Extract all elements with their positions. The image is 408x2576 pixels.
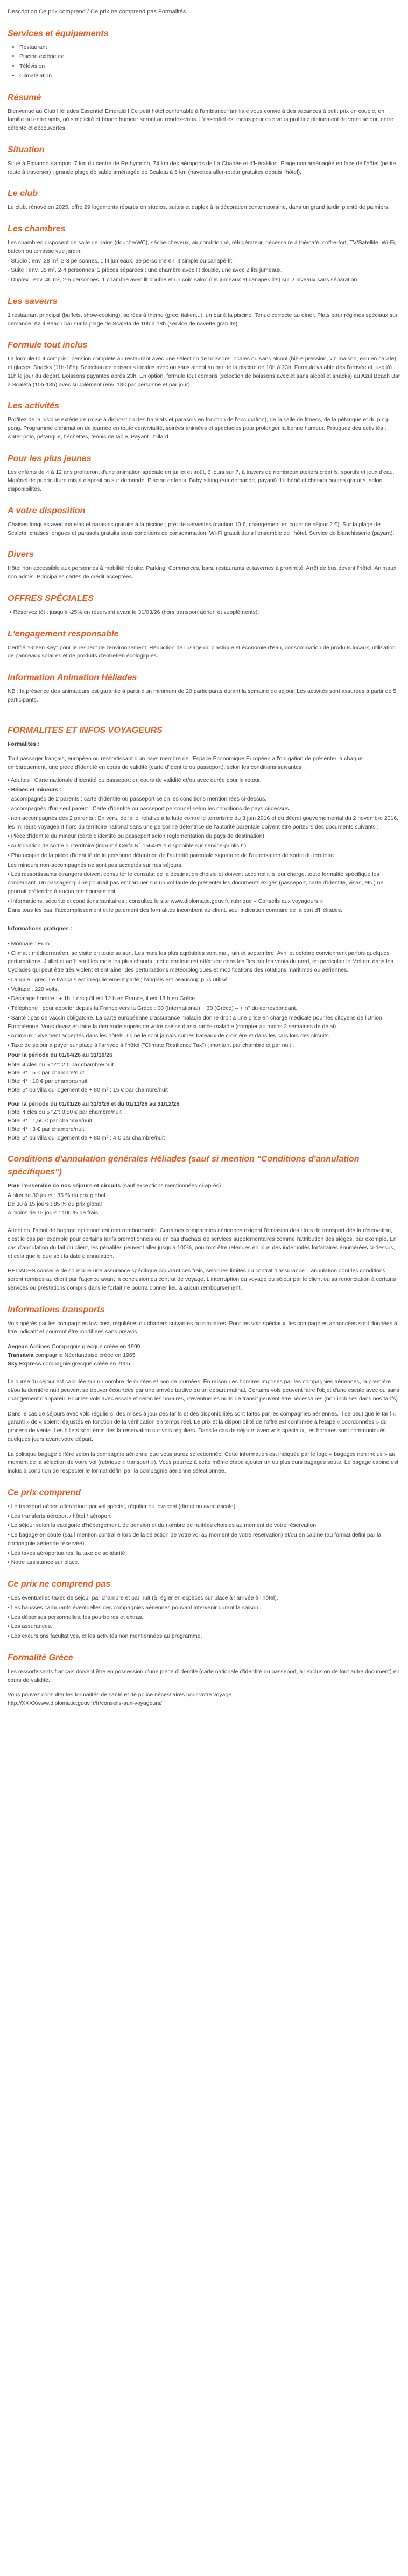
saveurs-text: 1 restaurant principal (buffets, show-cooking), soirées à thème (grec, italien...), un bar à la piscine. Tenue correcte au dîner. Plats pour régimes spéciaux sur demande. Azul Beach bar sur la plage de Scaleta de 10h à 18h (service de navette gratuite). <box>8 312 398 327</box>
airline-detail: compagnie grecque créée en 2005 <box>41 1360 130 1367</box>
service-item: • Restaurant <box>19 44 400 52</box>
petits-title: Pour les plus jeunes <box>8 454 92 463</box>
chambres-line: - Studio : env. 28 m², 2-3 personnes, 1 lit jumeaux, 3e personne en lit simple ou canapé-lit. <box>8 257 234 264</box>
comprend-item: • Le bagage en soute (sauf mention contraire lors de la sélection de votre vol au moment de votre réservation) et/ou en cabine (au format défini par la compagnie aérienne réservée) <box>8 1532 382 1547</box>
formalites-para: • Pièce d'identité du mineur (carte d'identité ou passeport selon réglementation du pays de destination) <box>8 833 264 840</box>
annulation-label-rest: (sauf exceptions mentionnées ci-après) <box>121 1183 221 1190</box>
infos-item: • Taxe de séjour à payer sur place à l'arrivée à l'hôtel ("Climate Resilience Tax") ; montant par chambre et par nuit : <box>8 1042 294 1049</box>
grece-text: Les ressortissants français doivent être en possession d'une pièce d'identité (carte nationale d'identité ou passeport, à l'exclusion de tout autre document) en cours de validité. <box>8 1668 400 1683</box>
infos-item: Hôtel 4* : 10 € par chambre/nuit <box>8 1078 88 1085</box>
infos-item: • Téléphone : pour appeler depuis la France vers la Grèce : 00 (International) + 30 (Grèce) – + n° du correspondant. <box>8 1005 298 1011</box>
annulation-line: A plus de 30 jours : 35 % du prix global <box>8 1192 105 1199</box>
animation-title: Information Animation Héliades <box>8 673 137 682</box>
service-item: • Climatisation <box>19 72 400 81</box>
annulation-para: Attention, l'ajout de bagage optionnel est non remboursable. Certaines compagnies aériennes exigent l'émission des titres de transport dès la réservation, c'est le cas par exemple pour certains tarifs promotionnels ou en cas d'achats de services supplémentaires comme l'attribution des sièges, par exemple. En cas d'annulation du fait du client, les pénalités peuvent aller jusqu'à 100%, pourront être retenues en plus des indemnités forfaitaires énumérées ci-dessus, et cela quelle que soit la date d'annulation. <box>8 1227 397 1259</box>
divers-title: Divers <box>8 550 34 560</box>
comprend-item: • Le séjour selon la catégorie d'hébergement, de pension et du nombre de nuitées choisies au moment de votre réservation <box>8 1522 316 1529</box>
infos-item: Hôtel 4* : 3 € par chambre/nuit <box>8 1126 85 1133</box>
activites-title: Les activités <box>8 401 60 411</box>
infos-item: • Voltage : 220 volts. <box>8 986 59 993</box>
petits-text: Les enfants de 4 à 12 ans profiteront d'une animation spéciale en juillet et août, 6 jours sur 7, à travers de nombreux ateliers créatifs, sportifs et jeux d'eau. Matériel de puériculture mis à disposition sur demande. Piscine enfants. Baby sitting (sur demande, payant). Lit bébé et chaises hautes gratuits, selon disponibilités. <box>8 469 395 492</box>
airline-row <box>8 1360 400 1369</box>
chambres-title: Les chambres <box>8 224 66 233</box>
formalites-para: - accompagnés d'un seul parent : Carte d'identité ou passeport personnel selon les conditions de pays ci-dessus. <box>8 805 291 812</box>
transports-intro: Vols opérés par les compagnies low cost, régulières ou charters suivantes ou similaires. Pour les vols spéciaux, les compagnies annoncées sont données à titre indicatif et pourront être modifiées sans préavis. <box>8 1320 397 1335</box>
annulation-label <box>8 1182 400 1191</box>
comprend-item: • Les taxes aéroportuaires, la taxe de solidarité <box>8 1549 125 1556</box>
situation-title: Situation <box>8 145 45 154</box>
formalites-para: • Les ressortissants étrangers doivent consulter le consulat de la destination choisie et doivent accomplir, à leur charge, toute formalité spécifique les concernant. Un passager qui ne pourrait pas embarquer sur un vol faute de présenter les documents exigés (passeport, carte d'identité, visas, etc.) ne pourrait prétendre à aucun remboursement. <box>8 871 384 895</box>
infos-item: • Santé : pas de vaccin obligatoire. La carte européenne d'assurance maladie donne droit à une prise en charge médicale pour les citoyens de l'Union Européenne. Vous devez en faire la demande auprès de votre caisse d'assurance maladie (compter au moins 2 semaines de délai). <box>8 1014 382 1030</box>
club-text: Le club, rénové en 2025, offre 29 logements répartis en studios, suites et duplex à la décoration contemporaine, dans un grand jardin planté de palmiers. <box>8 204 390 211</box>
formalites-label: Formalités : <box>8 740 40 747</box>
ne-comprend-item: • Les assurances. <box>8 1623 53 1630</box>
transports-para: La politique bagage diffère selon la compagnie aérienne que vous aurez sélectionnée. Cette information est indiquée par le logo « bagages non inclus » au moment de la sélection de votre vol (rubrique « transport »). Vous pourrez à cette même étape ajouter un ou plusieurs bagages soute. Le bagage cabine est inclus à condition de respecter le format défini par la compagnie aérienne sélectionnée. <box>8 1450 399 1474</box>
grece-title: Formalité Grèce <box>8 1653 73 1662</box>
comprend-item: • Les transferts aéroport / hôtel / aéroport <box>8 1512 111 1519</box>
service-item: • Télévision <box>19 62 400 71</box>
page <box>8 0 400 1723</box>
chambres-line: Les chambres disposent de salle de bains (douche/WC), sèche-cheveux, air conditionné, réfrigérateur, nécessaire à thé/café, coffre-fort, TV/Satellite, Wi-Fi, balcon ou terrasse vue jardin. <box>8 239 397 254</box>
formalites-para: Tout passager français, européen ou ressortissant d'un pays membre de l'Espace Economique Européen a l'obligation de présenter, à chaque embarquement, une pièce d'identité en cours de validité (carte d'identité ou passeport), selon les conditions suivantes : <box>8 755 363 770</box>
airline-detail: Compagnie grecque créée en 1999 <box>50 1343 140 1350</box>
infos-item: • Animaux : vivement acceptés dans les hôtels. Ils ne le sont jamais sur les bateaux de croisière et dans les cars lors des circuits. <box>8 1032 330 1039</box>
airline-name: Transavia <box>8 1351 34 1358</box>
annulation-line: A moins de 15 jours : 100 % de frais <box>8 1209 99 1216</box>
service-item: • Piscine extérieure <box>19 53 400 61</box>
offres-list <box>10 608 400 617</box>
infos-item: Hôtel 4 clés ou 5 "Z": 0,50 € par chambre/nuit <box>8 1109 122 1116</box>
grece-link-row <box>8 1700 400 1708</box>
comprend-title: Ce prix comprend <box>8 1488 81 1497</box>
infos-item: • Monnaie : Euro <box>8 940 50 947</box>
formalites-title: FORMALITES ET INFOS VOYAGEURS <box>8 725 163 735</box>
offres-title: OFFRES SPÉCIALES <box>8 593 94 603</box>
formule-title: Formule tout inclus <box>8 341 88 350</box>
situation-text: Situé à Pigianon Kampos, 7 km du centre de Rethymnon, 74 km des aéroports de La Chanée et d'Héraklion. Plage non aménagée en face de l'hôtel (petite route à traverser) ; grande plage de sable aménagée de Scaleta à 5 km (navettes aller-retour gratuites depuis l'hôtel). <box>8 160 396 175</box>
chambres-line: - Suite : env. 35 m², 2-4 personnes, 2 pièces séparées : une chambre avec lit double, une avec 2 lits jumeaux. <box>8 267 283 274</box>
disposition-text: Chaises longues avec matelas et parasols gratuits à la piscine ; prêt de serviettes (caution 10 €, changement en cours de séjour 2 €). Sur la plage de Scaleta, chaises longues et parasols gratuits sous conditions de consommation. Wi-Fi gratuit dans l'ensemble de l'hôtel. Service de blanchisserie (payant). <box>8 521 395 536</box>
formalites-para: - accompagnés de 2 parents : carte d'identité ou passeport selon les conditions mentionnées ci-dessus. <box>8 796 267 803</box>
annulation-line: De 30 à 15 jours : 85 % du prix global <box>8 1200 102 1207</box>
offre-text: Réservez tôt : jusqu'à -25% en réservant avant le 31/03/26 (hors transport aérien et suppléments). <box>13 608 259 615</box>
infos-item: Hôtel 4 clés ou 5 "Z": 2 € par chambre/nuit <box>8 1061 114 1068</box>
ne-comprend-item: • Les dépenses personnelles, les pourboires et extras. <box>8 1613 144 1620</box>
engagement-text: Certifié "Green Key" pour le respect de l'environnement. Réduction de l'usage du plastique et économie d'eau, consommation de produits locaux, utilisation de panneaux solaires et de produits d'entretien écologiques. <box>8 644 396 660</box>
chambres-line: - Duplex : env. 40 m², 2-5 personnes, 1 chambre avec lit double et un coin salon (lits jumeaux et canapés lits) sur 2 niveaux sans séparation. <box>8 277 359 283</box>
formalites-para: Les mineurs non-accompagnés ne sont pas acceptés sur nos séjours. <box>8 861 183 868</box>
ne-comprend-item: • Les hausses carburants éventuelles des compagnies aériennes pouvant intervenir durant la saison. <box>8 1604 260 1611</box>
formalites-para: • Bébés et mineurs : <box>8 786 62 793</box>
annulation-para: HÉLIADES conseille de souscrire une assurance spécifique couvrant ces frais, selon les limites du contrat d'assurance – annulation dont les conditions seront remises au client par l'agence avant la conclusion du contrat de voyage. L'interruption du voyage ou séjour par le client ou sa renonciation à certains services ou prestations compris dans le forfait ne pourra donner lieu à aucun remboursement. <box>8 1268 396 1291</box>
airline-row <box>8 1343 400 1351</box>
formalites-para: Dans tous les cas, l'accomplissement et le paiement des formalités incombent au client, seul indication contraire de la part d'Héliades. <box>8 907 343 914</box>
formalites-para: - non accompagnés des 2 parents : En vertu de la loi relative à la lutte contre le terrorisme du 3 juin 2016 et du décret gouvernemental du 2 novembre 2016, les mineurs voyageant hors du territoire national sans une personne détentrice de l'autorité parentale doivent être porteurs des documents suivants : <box>8 815 399 830</box>
ne-comprend-item: • Les éventuelles taxes de séjour par chambre et par nuit (à régler en espèces sur place à l'arrivée à l'hôtel). <box>8 1595 278 1601</box>
engagement-title: L'engagement responsable <box>8 629 119 639</box>
annulation-label-bold: Pour l'ensemble de nos séjours et circuits <box>8 1183 121 1190</box>
infos-item: Hôtel 5* ou villa ou logement de + 80 m² : 15 € par chambre/nuit <box>8 1086 168 1093</box>
airline-name: Aegean Airlines <box>8 1343 50 1350</box>
diplomatie-link[interactable]: http://XXXXwww.diplomatie.gouv.fr/fr/conseils-aux-voyageurs/ <box>8 1700 162 1707</box>
ne-comprend-title: Ce prix ne comprend pas <box>8 1580 111 1589</box>
tab-bar[interactable]: Description Ce prix comprend / Ce prix ne comprend pas Formalités <box>8 9 186 15</box>
offre-item: • Réservez tôt : jusqu'à -25% en réservant avant le 31/03/26 (hors transport aérien et suppléments). <box>10 608 259 615</box>
comprend-item: • Notre assistance sur place. <box>8 1559 80 1566</box>
club-title: Le club <box>8 189 38 199</box>
infos-item: • Décalage horaire : + 1h. Lorsqu'il est 12 h en France, il est 13 h en Grèce. <box>8 995 196 1002</box>
grece-text2: Vous pouvez consulter les formalités de santé et de police nécessaires pour votre voyage : <box>8 1692 235 1699</box>
services-title: Services et équipements <box>8 29 109 38</box>
formalites-para: • Informations, sécurité et conditions sanitaires : consultez le site www.diplomatie.gouv.fr, rubrique « Conseils aux voyageurs » <box>8 897 323 904</box>
divers-text: Hôtel non accessible aux personnes à mobilité réduite. Parking. Commerces, bars, restaurants et tavernes à proximité. Arrêt de bus devant l'hôtel. Animaux non admis. Principales cartes de crédit acceptées. <box>8 565 397 580</box>
infos-item: Pour la période du 01/04/26 au 31/10/26 <box>8 1051 112 1058</box>
transports-title: Informations transports <box>8 1305 105 1314</box>
infos-item: • Climat : méditerranéen, se visite en toute saison. Les mois les plus agréables sont mai, juin et septembre. Avril et octobre conviennent parfois quelques perturbations. Juillet et août sont les mois les plus chauds ; cette chaleur est atténuée dans les îles par les vents du nord, en particulier le Meltem dans les Cyclades qui peut être très violent et entraîner des perturbations météorologiques et modifications des rotations maritimes ou aériennes. <box>8 950 393 973</box>
services-list <box>19 44 400 81</box>
resume-title: Résumé <box>8 93 41 102</box>
infos-item: Hôtel 3* : 1,50 € par chambre/nuit <box>8 1117 93 1124</box>
infos-item: Hôtel 3* : 5 € par chambre/nuit <box>8 1070 85 1077</box>
disposition-title: A votre disposition <box>8 506 86 515</box>
annulation-title: Conditions d'annulation générales Héliades (sauf si mention "Conditions d'annulation spécifiques") <box>8 1155 360 1177</box>
infos-label: Informations pratiques : <box>8 925 73 932</box>
resume-text: Bienvenue au Club Héliades Essentiel Emerald ! Ce petit hôtel confortable à l'ambiance familiale vous convie à des vacances à petit prix en couple, en famille ou entre amis, où simplicité et bonne humeur seront au rendez-vous. L'essentiel est inclus pour que vous profitiez pleinement de votre séjour, entre détente et découvertes. <box>8 108 393 131</box>
activites-text: Profitez de la piscine extérieure (mise à disposition des transats et parasols en fonction de l'occupation), de la salle de fitness, de la pétanque et du ping-pong. Programme d'animation de journée en toute convivialité, soirées animées et spectacles pour prolonger la bonne humeur. Pratiquez des activités : water-polo, pétanque, fléchettes, tennis de table. Payant : billard. <box>8 416 390 440</box>
transports-para: Dans le cas de séjours avec vols réguliers, des mises à jour des tarifs et des disponibilités sont faites par les compagnies aériennes. Il se peut que le tarif « garanti » de « soient réajustés en fonction de la vérification en temps réel. Le prix et la disponibilité de l'offre est confirmée à l'étape « coordonnées » du process de vente. Les billets sont émis dès la réservation sur vols réguliers. Dans le cas de séjours avec vols spéciaux, les horaires sont communiqués quelques jours avant votre départ. <box>8 1410 396 1442</box>
formalites-para: • Photocopie de la pièce d'identité de la personne détentrice de l'autorité parentale signataire de l'autorisation de sortie du territoire <box>8 852 334 859</box>
saveurs-title: Les saveurs <box>8 296 58 306</box>
formule-text: La formule tout compris : pension complète au restaurant avec une sélection de boissons locales ou sans alcool (bière pression, vin maison, eau en carafe) et glaces. Snacks (11h-18h). Sélection de boissons locales avec ou sans alcool au bar de la piscine de 10h à 23h. Formule valable dès l'arrivée et jusqu'à 11h le jour du départ. Boissons payantes après 23h. En option, formule tout compris (sélection de boissons avec et sans alcool et snacks) au Azul Beach Bar à Scaleta (10h-18h) avec supplément (env. 18€ par personne et par jour). <box>8 356 400 388</box>
transports-para: La durée du séjour est calculée sur un nombre de nuitées et non de journées. En raison des horaires imposés par les compagnies aériennes, la première et/ou la dernière nuit peuvent se trouver écourtées par une arrivée tardive ou un départ matinal. Certains vols peuvent faire l'objet d'une escale avec ou sans changement d'appareil. Pour les vols avec escale et selon les horaires, d'éventuelles nuits de transit peuvent être nécessaires (non incluses dans nos tarifs). <box>8 1378 399 1402</box>
infos-item: • Langue : grec. Le français est irrégulièrement parlé ; l'anglais est beaucoup plus utilisé. <box>8 976 229 983</box>
ne-comprend-item: • Les excursions facultatives, et les activités non mentionnées au programme. <box>8 1633 202 1639</box>
airline-name: Sky Express <box>8 1360 41 1367</box>
airline-row <box>8 1351 400 1360</box>
infos-item: Hôtel 5* ou villa ou logement de + 80 m² : 4 € par chambre/nuit <box>8 1134 165 1141</box>
infos-item: Pour la période du 01/01/26 au 31/3/26 et du 01/11/26 au 31/12/26 <box>8 1100 180 1107</box>
comprend-item: • Le transport aérien aller/retour par vol spécial, régulier ou low-cost (direct ou avec escale) <box>8 1503 236 1510</box>
formalites-para: • Adultes : Carte nationale d'identité ou passeport en cours de validité et/ou avec durée pour le retour. <box>8 776 262 783</box>
formalites-para: • Autorisation de sortie du territoire (imprimé Cerfa N° 15646*01 disponible sur service-public.fr) <box>8 843 247 849</box>
airline-detail: compagnie Néerlandaise créée en 1965 <box>33 1351 136 1358</box>
animation-text: NB : la présence des animateurs est garantie à partir d'un minimum de 20 participants durant la semaine de séjour. Les activités sont assurées à partir de 5 participants. <box>8 688 397 703</box>
